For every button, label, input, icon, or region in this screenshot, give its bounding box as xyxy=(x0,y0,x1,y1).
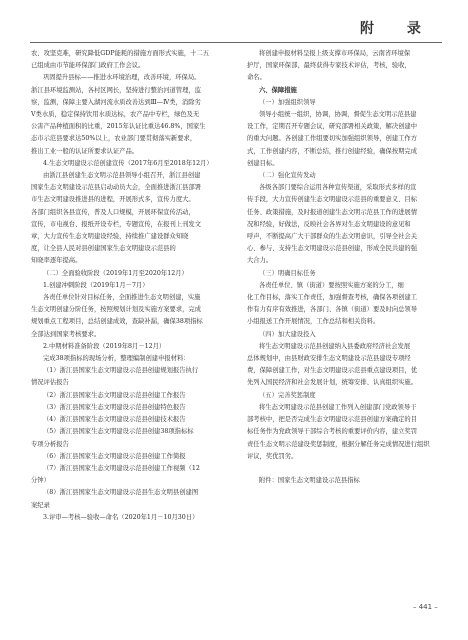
text-line: 小组报送工作开展情况，工作总结和相关资料。 xyxy=(247,318,380,326)
text-line: 心、参与、支持生态文明建设示范县创建，形成全民共建的强 xyxy=(247,245,418,253)
text-line: 各责任单位、镇（街道）要按照实施方案的分工，细 xyxy=(259,281,404,289)
text-line: 巩固提升县标——推进水环境治理，改善环境，环保局。 xyxy=(43,74,201,82)
text-line: 情况评估报告 xyxy=(31,379,69,387)
text-line: 完成38项指标的现场分析，整理编制创建申报材料： xyxy=(43,355,190,363)
text-line: 化工作目标，落实工作责任，加强督查考核，确保各项创建工 xyxy=(247,294,418,302)
text-line: 案纪录 xyxy=(31,501,50,509)
text-line: 市生态文明建设推进县的进程，开展形式多，宣传力度大。 xyxy=(31,196,195,204)
text-line: 呼声，不断提高广大干部群众的生态文明意识，引导全社会关 xyxy=(247,233,418,241)
text-line xyxy=(247,463,443,475)
text-line: （二）全面验收阶段（2019年1月至2020年12月） xyxy=(43,269,188,277)
text-line: 总体规划中，由县财政安排生态文明建设示范县建设专项经 xyxy=(247,355,411,363)
text-line: 责任生态文明示范建设奖惩制度，根据分解任务完成情况进行组织 xyxy=(247,440,430,448)
text-line: 全部达到国家考核要求。 xyxy=(31,330,101,338)
text-line: （1）浙江县国家生态文明建设示范县创建规划报告执行 xyxy=(43,367,199,375)
text-line: 2.中期材料准备阶段（2019年8月－12月） xyxy=(43,342,166,350)
text-line: 况和经验，好做法，反映社会各界对生态文明建设的意见和 xyxy=(247,220,411,228)
text-line: 领导小组统一组织，协调，协调，督促生态文明示范县建 xyxy=(259,111,417,119)
text-line: 察，监测，保障主要入湖河流水质改善达到Ⅲ—Ⅳ类，消除劣 xyxy=(31,98,201,106)
text-line: （8）浙江县国家生态文明建设示范县生态文明县创建图 xyxy=(43,489,199,497)
subsection-heading: （二）强化宣传发动 xyxy=(259,172,316,180)
text-line: 部考核中，把是否完成生态文明建设示范县创建方案确定的目 xyxy=(247,416,418,424)
text-line: 分钟） xyxy=(31,477,50,485)
text-line: 作有力有序有效推进，各部门、各镇（街道）要及时向总领导 xyxy=(247,306,418,314)
text-line: 式，工作创建内容，不断总结，推行创建经验，确保按期完成 xyxy=(247,147,418,155)
text-line: 各级各部门要综合运用各种宣传渠道，采取形式多样的宣 xyxy=(259,184,417,192)
text-line: （6）浙江县国家生态文明建设示范县创建工作简报 xyxy=(43,452,186,460)
text-line: 公害产品种植面积的比重，2015年认证比重达46.8%，国家生 xyxy=(31,123,206,131)
text-line: 先列入国民经济和社会发展计划，统筹安排、认真组织实施。 xyxy=(247,379,418,387)
text-line: 标任务作为党政领导干部综合考核的重要评价内容，建立奖罚 xyxy=(247,428,418,436)
text-line: 各责任单位针对目标任务，全面推进生态文明创建，实施 xyxy=(43,294,201,302)
text-line: （3）浙江县国家生态文明建设示范县创建特色报告 xyxy=(43,403,186,411)
running-header-title: 附 录 xyxy=(360,21,435,37)
text-line: 护厅，国家环保部，最终获得专家技术评估，考核，验收， xyxy=(247,62,411,70)
text-line: 规划重点工程项目，总结创建成效，查缺补漏，确保38项指标 xyxy=(31,318,203,326)
text-line: 各部门组织各县宣传，普及人口规模，开展环保宣传活动， xyxy=(31,208,195,216)
header-rule xyxy=(30,42,442,43)
text-line: 传手段，大力宣传创建生态文明建设示范县的重要意义、目标 xyxy=(247,196,418,204)
text-line: 设工作，定期召开专题会议，研究部署相关政策，解决创建中 xyxy=(247,123,418,131)
text-line: （4）浙江县国家生态文明建设示范县创建技术报告 xyxy=(43,416,186,424)
text-line: 1.创建冲刺阶段（2019年1月－7月） xyxy=(43,281,149,289)
text-line: （2）浙江县国家生态文明建设示范县创建工作报告 xyxy=(43,391,186,399)
text-line: 大合力。 xyxy=(247,257,273,265)
subsection-heading: （五）完善奖惩制度 xyxy=(259,391,316,399)
text-line: 费，保障创建工作，对生态文明建设示范县重点建设项目，优 xyxy=(247,367,418,375)
right-text-column xyxy=(247,48,443,487)
text-line: 生态文明创建分阶任务，按照规划计划及实施方案要求，完成 xyxy=(31,306,202,314)
text-line: 由浙江县创建生态文明示范县领导小组召开，浙江县创建 xyxy=(43,172,201,180)
text-line: 将创建申报材料呈报上级支撑市环保局，云南省环境保 xyxy=(259,50,411,57)
left-text-column xyxy=(31,48,227,524)
text-line: 已组成由市节能环保部门政府工作会议。 xyxy=(31,62,145,70)
section-heading: 六、保障措施 xyxy=(259,86,297,94)
subsection-heading: （三）明确目标任务 xyxy=(259,269,316,277)
text-line: 知晓率逐年提高。 xyxy=(31,257,82,265)
text-line: 宣传，市电视台、报纸开设专栏，专题宣传，在报刊上刊发文 xyxy=(31,220,202,228)
subsection-heading: （四）加大建设投入 xyxy=(259,330,316,338)
text-line: 3.评审—考核—验收—命名（2020年1月－10月30日） xyxy=(43,513,199,521)
text-line: 农、攻坚克难，研究降低GDP能耗的措施方面形式实施，十二五 xyxy=(31,50,210,57)
text-line: 的重大问题。各创建工作组要切实加强组织领导，创建工作方 xyxy=(247,135,418,143)
text-line: 态市示范县要求达50%以上，农业部门要贯彻落实新要求， xyxy=(31,135,197,143)
text-line: 将生态文明建设示范县创建工作列入创建部门党政领导干 xyxy=(259,403,417,411)
text-line: 浙江县环境监测站，各村区网长，坚持进行整治河道管理，监 xyxy=(31,86,202,94)
subsection-heading: （一）加强组织领导 xyxy=(259,98,316,106)
text-line: 附件：国家生态文明建设示范县指标 xyxy=(259,477,360,485)
text-line: Ⅴ类水质，稳定保持饮用水质达标，农产品中专栏，绿色及无 xyxy=(31,111,200,119)
text-line: 推出工业一般的认证所要求认证产品。 xyxy=(31,147,139,155)
text-line: 创建目标。 xyxy=(247,159,279,167)
text-line: 度，让全县人民对县创建国家生态文明建设示范县的 xyxy=(31,245,176,253)
text-line: 将生态文明建设示范县创建纳入县委政府经济社会发展 xyxy=(259,342,411,350)
text-line: 命名。 xyxy=(247,74,266,82)
page-number: – 441 – xyxy=(413,603,438,611)
text-line: 专项分析报告 xyxy=(31,440,69,448)
text-line: 4.生态文明建设示范创建宣传（2017年6月至2018年12月） xyxy=(43,159,213,167)
text-line: 国家生态文明建设示范县启动动员大会，全面推进浙江县部署 xyxy=(31,184,202,192)
text-line: （5）浙江县国家生态文明建设示范县创建38项指标标 xyxy=(43,428,194,436)
text-line: 章，大力宣传生态文明建设经验，持续推广建设群众知晓 xyxy=(31,233,189,241)
text-line: 任务、政策措施，及时报道创建生态文明示范县工作的进展情 xyxy=(247,208,418,216)
text-line: 评议，奖优罚劣。 xyxy=(247,452,298,460)
text-line: （7）浙江县国家生态文明建设示范县创建工作视频（12 xyxy=(43,464,200,472)
